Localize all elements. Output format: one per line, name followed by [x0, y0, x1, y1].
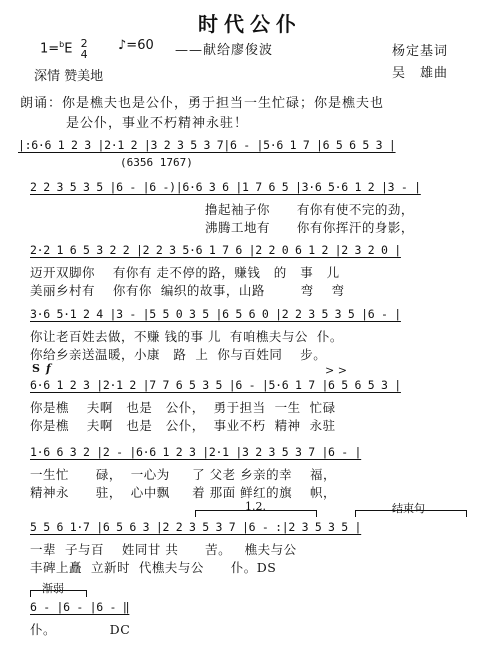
song-subtitle: ——献给廖俊波: [175, 43, 274, 58]
time-signature: 2 4: [80, 37, 88, 61]
lyricist-credit: 杨定基词: [392, 44, 449, 59]
key-signature: 1=$^b$E 2 4: [40, 37, 88, 61]
lyric-row-5-verse-2: 你是樵 夫啊 也是 公仆， 事业不朽 精神 永驻: [30, 418, 336, 433]
staff-row-1: |:6·6 1 2 3 |2·1 2 |3 2 3 5 3 7|6 - |5·6 1 7 |6 5 6 5 3 |: [18, 138, 396, 152]
coda-label: 结束句: [392, 502, 425, 515]
lyric-row-6-verse-2: 精神永 驻， 心中飘 着 那面 鲜红的旗 帜，: [30, 485, 336, 500]
flat-sign: b: [59, 40, 65, 50]
staff-row-3: 2·2 1 6 5 3 2 2 |2 2 3 5·6 1 7 6 |2 2 0 6 1 2 |2 3 2 0 |: [30, 243, 401, 257]
staff-row-1-sub: (6356 1767): [120, 156, 193, 169]
recitation-line-1: 朗诵：你是樵夫也是公仆，勇于担当一生忙碌；你是樵夫也: [20, 96, 385, 111]
lyric-row-7-verse-2: 丰碑上矗 立新时 代樵夫与公 仆。DS: [30, 560, 277, 575]
segno-mark: S: [32, 362, 40, 375]
lyric-row-2-verse-2: 沸腾工地有 你有你挥汗的身影，: [205, 220, 414, 235]
staff-row-7: 5 5 6 1·7 |6 5 6 3 |2 2 3 5 3 7 |6 - :|2 3 5 3 5 |: [30, 520, 362, 534]
volta-label: 1.2.: [245, 500, 266, 513]
tempo-mark: ♪=60: [118, 38, 154, 53]
lyric-row-3-verse-2: 美丽乡村有 你有你 编织的故事，山路 弯 弯: [30, 283, 345, 298]
expression-mark: 深情 赞美地: [34, 69, 104, 84]
lyric-row-5-verse-1: 你是樵 夫啊 也是 公仆， 勇于担当 一生 忙碌: [30, 400, 336, 415]
staff-row-5: 6·6 1 2 3 |2·1 2 |7 7 6 5 3 5 |6 - |5·6 1 7 |6 5 6 5 3 |: [30, 378, 401, 392]
dynamic-mark: f: [46, 362, 51, 375]
accent-marks: > >: [325, 364, 347, 377]
lyric-row-4-verse-1: 你让老百姓去做，不赚 钱的事 儿 有咱樵夫与公 仆。: [30, 329, 343, 344]
staff-row-6: 1·6 6 3 2 |2 - |6·6 1 2 3 |2·1 |3 2 3 5 3 7 |6 - |: [30, 445, 362, 459]
staff-row-8: 6 - |6 - |6 - ‖: [30, 600, 130, 614]
lyric-row-8-verse-1: 仆。 DC: [30, 622, 131, 637]
lyric-row-2-verse-1: 撸起袖子你 有你有使不完的劲，: [205, 202, 414, 217]
lyric-row-6-verse-1: 一生忙 碌， 一心为 了 父老 乡亲的幸 福，: [30, 467, 336, 482]
composer-credit: 吴 雄曲: [392, 66, 449, 81]
lyric-row-7-verse-1: 一辈 子与百 姓同甘 共 苦。 樵夫与公: [30, 542, 297, 557]
lyric-row-3-verse-1: 迈开双脚你 有你有 走不停的路，赚钱 的 事 儿: [30, 265, 340, 280]
staff-row-2: 2 2 3 5 3 5 |6 - |6 -)|6·6 3 6 |1 7 6 5 |3·6 5·6 1 2 |3 - |: [30, 180, 421, 194]
rit-label: 渐弱: [42, 582, 64, 595]
recitation-line-2: 是公仆，事业不朽精神永驻！: [66, 116, 249, 131]
staff-row-4: 3·6 5·1 2 4 |3 - |5 5 0 3 5 |6 5 6 0 |2 2 3 5 3 5 |6 - |: [30, 307, 401, 321]
lyric-row-4-verse-2: 你给乡亲送温暖，小康 路 上 你与百姓同 步。: [30, 347, 327, 362]
song-title: 时代公仆: [198, 12, 302, 36]
